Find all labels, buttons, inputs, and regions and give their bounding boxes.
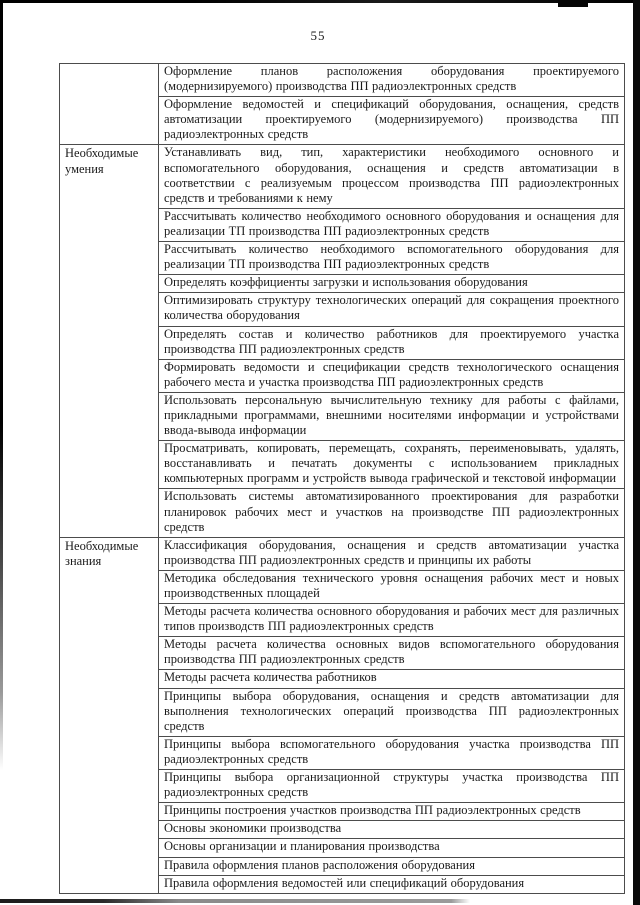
table-cell: Основы экономики производства [159,821,625,839]
table-cell: Оптимизировать структуру технологических операций для сокращения проектного количества оборудования [159,293,625,326]
table-row [60,145,625,208]
page-number: 55 [310,28,326,43]
table-row [60,64,625,97]
scan-frame-bottom [0,899,470,903]
table-cell: Методы расчета количества основного оборудования и рабочих мест для различных типов производств ПП радиоэлектронных средств [159,604,625,637]
table-cell: Использовать персональную вычислительную технику для работы с файлами, прикладными программами, внешними носителями информации и устройствами ввода-вывода информации [159,392,625,440]
table-cell: Оформление ведомостей и спецификаций оборудования, оснащения, средств автоматизации проектируемого (модернизируемого) производства ПП радиоэлектронных средств [159,97,625,145]
table-cell: Правила оформления ведомостей или спецификаций оборудования [159,875,625,893]
table-cell: Правила оформления планов расположения оборудования [159,857,625,875]
table-cell: Принципы построения участков производства ПП радиоэлектронных средств [159,803,625,821]
table-cell: Основы организации и планирования производства [159,839,625,857]
table-cell: Методы расчета количества основных видов вспомогательного оборудования производства ПП радиоэлектронных средств [159,637,625,670]
table-row [60,537,625,570]
scan-frame-left [0,0,3,770]
skills-knowledge-table [59,63,625,894]
scan-frame-right [633,0,640,905]
table-cell: Методы расчета количества работников [159,670,625,688]
table-cell: Определять коэффициенты загрузки и использования оборудования [159,275,625,293]
table-cell: Методика обследования технического уровня оснащения рабочих мест и новых производственных площадей [159,570,625,603]
table-cell: Использовать системы автоматизированного проектирования для разработки планировок рабочих мест и участков на производстве ПП радиоэлектронных средств [159,489,625,537]
section-label-empty [60,64,159,145]
section-label-knowledge: Необходимые знания [60,537,159,893]
table-cell: Рассчитывать количество необходимого основного оборудования и оснащения для реализации ТП производства ПП радиоэлектронных средств [159,208,625,241]
table-cell: Принципы выбора организационной структуры участка производства ПП радиоэлектронных средств [159,770,625,803]
table-cell: Принципы выбора вспомогательного оборудования участка производства ПП радиоэлектронных средств [159,736,625,769]
table-cell: Оформление планов расположения оборудования проектируемого (модернизируемого) производства ПП радиоэлектронных средств [159,64,625,97]
scan-frame-top [0,0,640,3]
scan-frame-top-mark [558,0,588,7]
table-cell: Принципы выбора оборудования, оснащения и средств автоматизации для выполнения технологических операций производства ПП радиоэлектронных средств [159,688,625,736]
table-cell: Просматривать, копировать, перемещать, сохранять, переименовывать, удалять, восстанавливать и печатать документы с использованием прикладных компьютерных программ и устройств вывода графической и текстовой информации [159,441,625,489]
table-cell: Формировать ведомости и спецификации средств технологического оснащения рабочего места и участка производства ПП радиоэлектронных средств [159,359,625,392]
section-label-skills: Необходимые умения [60,145,159,537]
table-cell: Определять состав и количество работников для проектируемого участка производства ПП радиоэлектронных средств [159,326,625,359]
table-cell: Классификация оборудования, оснащения и средств автоматизации участка производства ПП радиоэлектронных средств и принципы их работы [159,537,625,570]
table-cell: Рассчитывать количество необходимого вспомогательного оборудования для реализации ТП производства ПП радиоэлектронных средств [159,242,625,275]
table-cell: Устанавливать вид, тип, характеристики необходимого основного и вспомогательного оборудования, оснащения и средств автоматизации в соответствии с реализуемым процессом производства ПП радиоэлектронных средств и требованиями к нему [159,145,625,208]
